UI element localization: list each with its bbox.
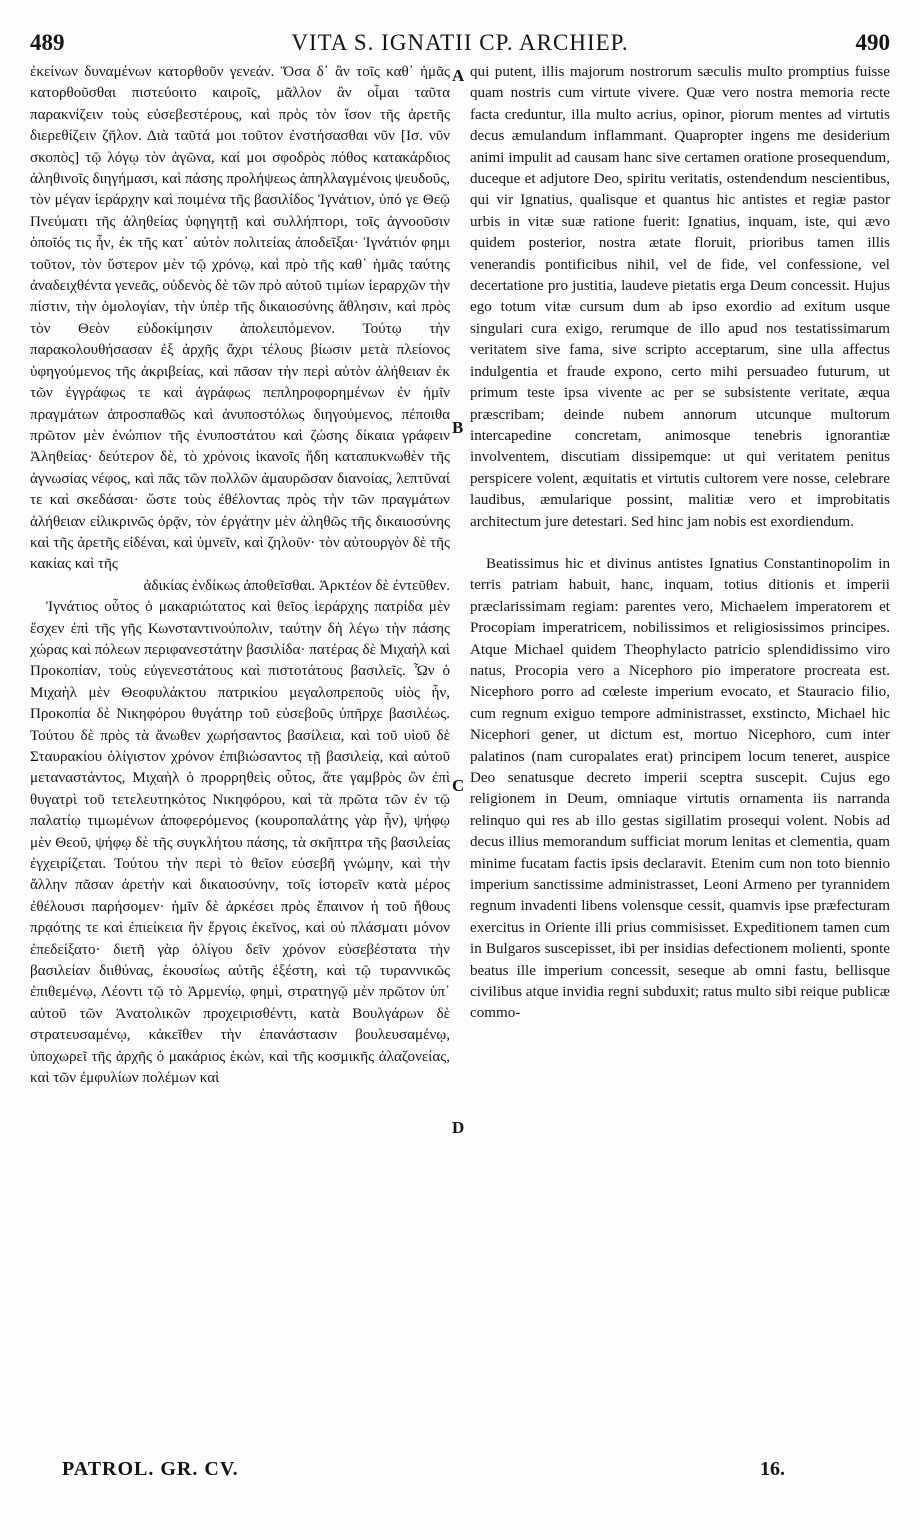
footer-series: PATROL. GR. CV. (62, 1458, 239, 1480)
latin-paragraph-2: Beatissimus hic et divinus antistes Ignatius Constantinopolim in terris patriam habuit, hanc, inquam, totius ditionis et imperii præclarissimam regiam: parentes vero, Michaelem imperatorem et Procopiam imperatricem, nobilissimos et religiosissimos principes. Atque Michael quidem Theophylacto patricio splendidissimo viro natus, Procopia vero a Nicephoro pio imperatore procreata est. Nicephoro porro ad cœleste imperium evocato, et Stauracio filio, cum regnum exiguo tempore administrasset, exstincto, Michael hic Nicephori gener, ut dictum est, mortuo Nicephoro, cum inter palatinos (nam curopalates erat) principem locum teneret, auspice Deo senatusque decreto imperii sceptra suscepit. Cujus ego religionem in Deum, omniaque virtutis ornamenta iis narranda relinquo qui res ab illo gestas sigillatim prosequi volent. Nobis ad decus illius memorandum sufficiat morum lenitas et clementia, quam minime fucatam factis ipsis declaravit. Etenim cum non toto biennio imperium sanctissime administrasset, Leoni Armeno per tyrannidem regnum invadenti libens volensque cessit, quamvis ipse præfecturam exercitus in Oriente illi prius commisisset. Expeditionem tamen cum in Bulgaros suscepisset, ibi per insidias defectionem molienti, sponte beatus ille imperium concessit, seseque ab omni fastu, bellisque civilibus atque invidia regni subduxit; ratus multo sibi reique publicæ commo- (470, 555, 890, 1022)
page-number-right: 490 (855, 30, 890, 55)
greek-paragraph-1: ἐκείνων δυναμένων κατορθοῦν γενεάν. Ὅσα δ᾽ ἂν τοῖς καθ᾽ ἡμᾶς κατορθοῦσθαι πιστεύοιτο καιροῖς, μᾶλλον ἂν οἶμαι ταῦτα παρακνίζειν τοὺς εὐσεβεστέρους, καὶ πρὸς τὸν ἴσον τῆς ἀρετῆς διερεθίζειν ζῆλον. Διὰ ταῦτά μοι τοῦτον ἐνστήσασθαι νῦν [Ισ. νῦν σκοπὸς] τῷ λόγῳ τὸν ἀγῶνα, καί μοι σφοδρὸς πόθος κατακάρδιος ἀληθινοῖς διηγήμασι, καὶ πάσης προλήψεως ἀπηλλαγμένοις ψευδοῦς, τὸν μέγαν ἱεράρχην καὶ ποιμένα τῆς βασιλίδος Ἰγνάτιον, ὑπό γε Θεῷ Πνεύματι τῆς ἀληθείας ὑφηγητῇ καὶ συλλήπτορι, τοῖς ἀγνοοῦσιν ὁποῖός τις ἦν, ἐκ τῆς κατ᾽ αὐτὸν πολιτείας ἀποδεῖξαι· Ἰγνάτιόν φημι τοῦτον, τὸν ὕστερον μὲν τῷ χρόνῳ, καὶ πρὸ τῆς καθ᾽ ἡμᾶς ταύτης ἀναδειχθέντα γενεᾶς, οὐδενὸς δὲ τῶν πρὸ αὐτοῦ τιμίων ἱεραρχῶν τὴν πίστιν, τὴν ὁμολογίαν, τὴν ὑπὲρ τῆς δικαιοσύνης ἄθλησιν, καὶ πρὸς τὸν Θεὸν εὐδοκίμησιν ἀπολειπόμενον. Τούτῳ τὴν παρακολουθήσασαν ἐξ ἀρχῆς ἄχρι τέλους βίωσιν μετὰ πλείονος ὑφηγούμενος τῆς ἀκριβείας, καὶ πᾶσαν τὴν περὶ αὐτὸν ἀλήθειαν ἐκ τῶν ἐγγράφως τε καὶ ἀγράφως πεπληροφορημένων ἐν ἡμῖν πραγμάτων ἀπροσπαθῶς καὶ ἀνυποστόλως διηγούμενος, πέποιθα πρῶτον μὲν ἐνώπιον τῆς ἐνυποστάτου καὶ ζώσης δίκαια γράφειν Ἀληθείας· δεύτερον δὲ, τὸ χρόνοις ἱκανοῖς ἤδη καταπυκνωθὲν τῆς ἀγνωσίας νέφος, καὶ πᾶς τῶν πολλῶν ἀμαυρῶσαν διανοίας, λεπτῦναί τε καὶ σκεδάσαι· ὥστε τοὺς ἐθέλοντας πρὸς τὴν τῶν πραγμάτων ἀλήθειαν εἰλικρινῶς ὁρᾷν, τὸν ἐργάτην μὲν ἀληθῶς τῆς δικαιοσύνης καὶ τῆς ἀρετῆς εἰδέναι, καὶ ὑμνεῖν, καὶ ζηλοῦν· τὸν αὐτουργὸν δὲ τῆς κακίας καὶ τῆς (30, 64, 451, 573)
latin-paragraph-1: qui putent, illis majorum nostrorum sæculis multo promptius fuisse quam nostris cum virtute vivere. Quæ vero nostra memoria recte facta creduntur, illa multo acrius, opinor, piorum mentes ad virtutis decus æmulandum inflammant. Quapropter ingens me desiderium animi impulit ad causam hanc sive certamen oratione prosequendum, duceque et adjutore Deo, spiritu veritatis, ostendendum nescientibus, qui vir Ignatius, qualisque et quantus hic antistes et regiæ pastor urbis in vitæ suæ ratione fuerit: Ignatius, inquam, iste, qui ævo quidem posterior, nostra ætate floruit, prioribus tamen illis venerandis pontificibus nihil, vel de fide, vel confessione, vel decertatione pro justitia, laudeve pietatis erga Deum concessit. Hujus ego totum vitæ cursum dum ab ipso exordio ad exitum usque singulari cura exigo, rerumque de illo apud nos testatissimarum veritatem sive fama, sive scripto acceptarum, sine ulla affectus indulgentia et fraude expono, certo mihi persuadeo futurum, ut primum teste ipsa vivente ac per se subsistente veritate, æqua præscribam; deinde nubem annorum utcunque multorum intercapedine concretam, animosque tenebris ignorantiæ involventem, discutiam dissipemque: ut qui veritatem penitus perspicere volent, æquitatis et virtutis cultorem vere nosse, celebrare laudibus, æmularique possint, malitiæ vero et improbitatis architectum jure detestari. Sed hinc jam nobis est exordiendum. (470, 64, 890, 530)
running-header (30, 30, 890, 64)
running-title: VITA S. IGNATII CP. ARCHIEP. (291, 30, 629, 55)
margin-marker-b: B (452, 418, 464, 437)
page-number-left: 489 (30, 30, 65, 55)
margin-marker-d: D (452, 1118, 465, 1137)
margin-marker-a: A (452, 66, 465, 85)
greek-paragraph-1-tail: ἀδικίας ἐνδίκως ἀποθεῖσθαι. Ἀρκτέον δὲ ἐντεῦθεν. (143, 577, 450, 594)
latin-column (470, 62, 890, 1025)
footer-signature: 16. (760, 1458, 785, 1480)
margin-marker-c: C (452, 776, 465, 795)
greek-paragraph-2: Ἰγνάτιος οὗτος ὁ μακαριώτατος καὶ θεῖος ἱεράρχης πατρίδα μὲν ἔσχεν ἐπὶ τῆς γῆς Κωνσταντινούπολιν, ταύτην δὴ λέγω τὴν πάσης χώρας καὶ πόλεων περιφανεστάτην βασιλίδα· πατέρας δὲ Μιχαὴλ καὶ Προκοπίαν, τοὺς εὐγενεστάτους καὶ πιστοτάτους βασιλεῖς. Ὧν ὁ Μιχαὴλ μὲν Θεοφυλάκτου πατρικίου μεγαλοπρεποῦς υἱὸς ἦν, Προκοπία δὲ Νικηφόρου θυγάτηρ τοῦ εὐσεβοῦς ὑπῆρχε βασιλέως. Τούτου δὲ πρὸς τὰ ἄνωθεν χωρήσαντος βασίλεια, καὶ τοῦ υἱοῦ δὲ Σταυρακίου ὀλίγιστον χρόνον ἐπιβιώσαντος τῇ βασιλείᾳ, καὶ αὐτοῦ μεταναστάντος, Μιχαὴλ ὁ προρρηθεὶς οὗτος, ἅτε γαμβρὸς ὢν ἐπὶ θυγατρὶ τοῦ τετελευτηκότος Νικηφόρου, καὶ τὰ πρῶτα τῶν ἐν τῷ παλατίῳ τιμωμένων ἀποφερόμενος (κουροπαλάτης γὰρ ἦν), ψήφῳ μὲν Θεοῦ, ψήφῳ δὲ τῆς συγκλήτου πάσης, τὰ σκῆπτρα τῆς βασιλείας ἐγχειρίζεται. Τούτου τὴν περὶ τὸ θεῖον εὐσεβῆ γνώμην, καὶ τὴν ἄλλην πᾶσαν ἀρετὴν καὶ δικαιοσύνην, τοῖς ἱστορεῖν κατὰ μέρος ἐθέλουσι παρήσομεν· ἡμῖν δὲ ἀρκέσει πρὸς ἔπαινον ἡ τοῦ ἤθους πρᾳότης τε καὶ ἐπιείκεια ἣν ἔργοις ἐκεῖνος, καὶ οὐ πλάσματι μόνον ἐπεδείξατο· διετῆ γὰρ ὀλίγου δεῖν χρόνον εὐσεβέστατα τὴν βασιλείαν διιθύνας, ἑκουσίως αὐτῆς ἐξέστη, καὶ τῷ τυραννικῶς ἐπιθεμένῳ, Λέοντι τῷ τὸ Ἀρμενίῳ, φημὶ, στρατηγῷ μὲν πρῶτον ὑπ᾽ αὐτοῦ τῶν Ἀνατολικῶν προχειρισθέντι, κατὰ Βουλγάρων δὲ στρατευσαμένῳ, κἀκεῖθεν τὴν ἐπανάστασιν βουλευσαμένῳ, ὑποχωρεῖ τῆς ἀρχῆς ὁ μακάριος ἑκὼν, καὶ τῆς κοσμικῆς ἀλαζονείας, καὶ τῶν ἐμφυλίων πολέμων καὶ (30, 599, 450, 1087)
greek-column (30, 62, 450, 1090)
